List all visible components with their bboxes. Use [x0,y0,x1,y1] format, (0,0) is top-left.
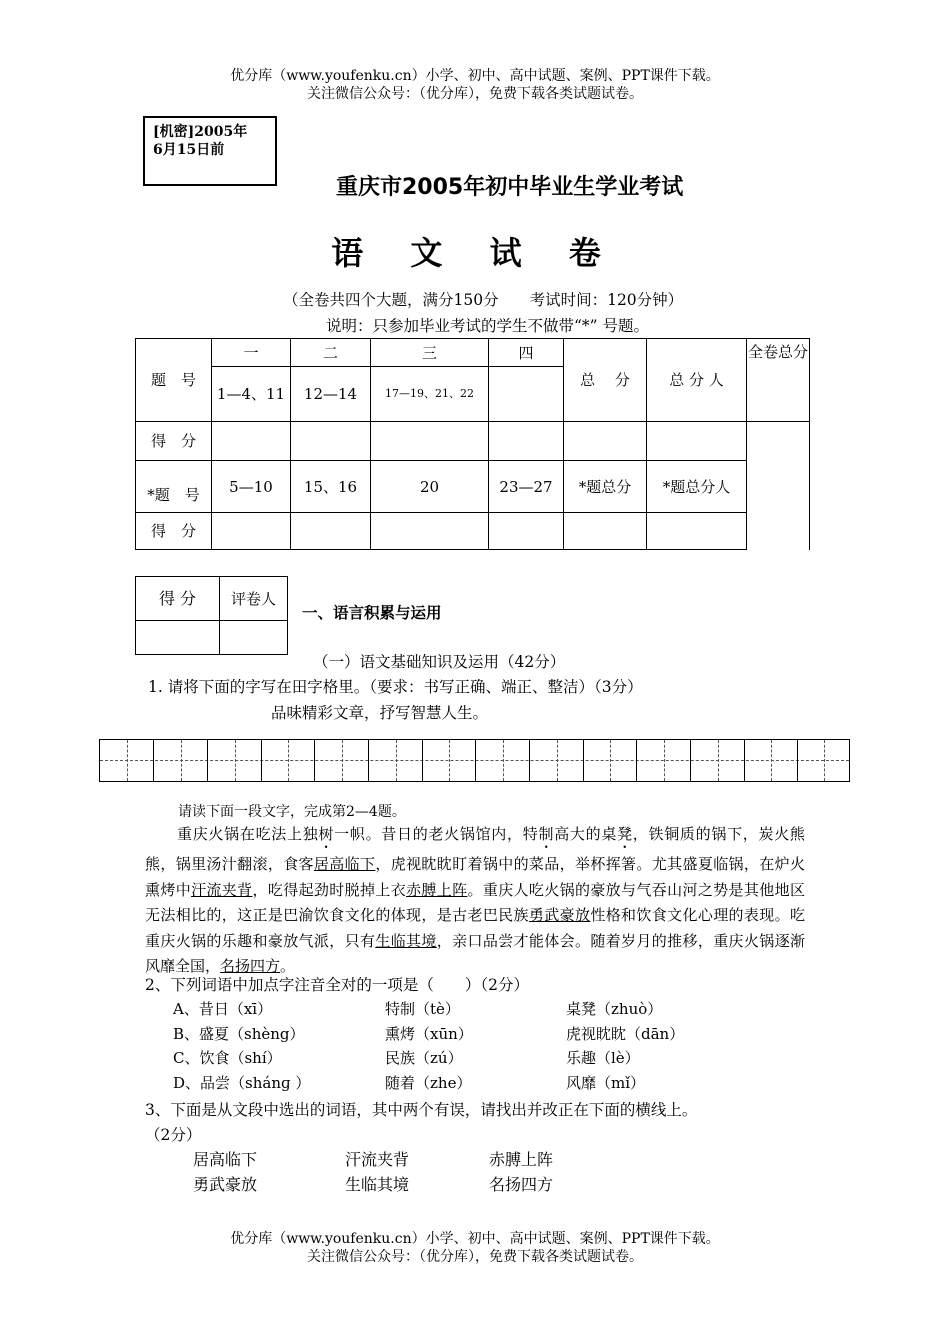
option-d-1: D、品尝（shánɡ ） [173,1074,311,1092]
score-table [135,338,810,550]
underlined-word: 勇武豪放 [528,906,591,924]
star-tihao-label: *题 号 [136,461,212,513]
question-2: 2、下列词语中加点字注音全对的一项是（ ）（2分） [145,976,529,994]
paper-title: 语 文 试 卷 [331,234,619,272]
writing-grid[interactable] [99,739,850,782]
score-cell[interactable] [212,422,291,461]
section-2-header: 二 [291,339,371,367]
score-cell[interactable] [371,422,489,461]
full-total-label: 全卷总分 [747,339,810,422]
score-cell[interactable] [291,513,371,550]
option-b-2: 熏烤（xūn） [385,1025,473,1043]
header-line-2: 关注微信公众号：（优分库），免费下载各类试题试卷。 [307,86,643,102]
exam-note: 说明：只参加毕业考试的学生不做带“*” 号题。 [326,317,650,335]
question-3: 3、下面是从文段中选出的词语，其中两个有误，请找出并改正在下面的横线上。 [145,1101,698,1119]
grade-grader-cell[interactable] [220,621,288,655]
section-1-header: 一 [212,339,291,367]
q3-word: 名扬四方 [489,1175,554,1194]
score-cell[interactable] [647,513,747,550]
option-a-2: 特制（tè） [385,1000,460,1018]
q3-word: 居高临下 [193,1150,258,1169]
question-3-score: （2分） [145,1126,202,1144]
grade-grader-label: 评卷人 [220,577,288,621]
underlined-word: 居高临下 [313,855,376,873]
option-d-3: 风靡（mǐ） [566,1074,646,1092]
question-1-text: 品味精彩文章，抒写智慧人生。 [271,704,489,722]
section-1-title: 一、语言积累与运用 [302,604,442,622]
underlined-word: 生临其境 [375,931,437,950]
star-range-1: 5—10 [212,461,291,513]
full-total-cell[interactable] [747,422,810,550]
reading-passage: 重庆火锅在吃法上独树一帜。昔日的老火锅馆内，特制高大的桌凳，铁铜质的锅下，炭火熊熊，锅里汤汁翻滚，食客居高临下，虎视眈眈盯着锅中的菜品，举杯挥箸。尤其盛夏临锅，在炉火熏烤中汗流夹背，吃得起劲时脱掉上衣赤膊上阵。重庆人吃火锅的豪放与气吞山河之势是其他地区无法相比的，这正是巴渝饮食文化的体现，是古老巴民族勇武豪放性格和饮食文化心理的表现。吃重庆火锅的乐趣和豪放气派，只有生临其境，亲口品尝才能体会。随着岁月的推移，重庆火锅逐渐风靡全国，名扬四方。 [145,825,805,975]
read-intro: 请读下面一段文字，完成第2—4题。 [178,804,406,820]
score-cell[interactable] [564,422,647,461]
section-3-header: 三 [371,339,489,367]
score-cell[interactable] [291,422,371,461]
underlined-word: 汗流夹背 [191,880,253,899]
option-b-1: B、盛夏（shèng） [173,1025,305,1043]
header-line-1: 优分库（www.youfenku.cn）小学、初中、高中试题、案例、PPT课件下载。 [230,68,720,84]
underlined-word: 赤膊上阵 [406,880,468,899]
star-range-4: 23—27 [489,461,564,513]
star-range-3: 20 [371,461,489,513]
option-c-3: 乐趣（lè） [566,1049,640,1067]
footer-line-2: 关注微信公众号：（优分库），免费下载各类试题试卷。 [307,1249,643,1265]
footer-line-1: 优分库（www.youfenku.cn）小学、初中、高中试题、案例、PPT课件下载。 [230,1231,720,1247]
secret-line-2: 6月15日前 [153,142,225,158]
secret-box [143,116,277,186]
exam-info: （全卷共四个大题，满分150分 考试时间：120分钟） [283,291,684,309]
star-total-label: *题总分 [564,461,647,513]
tihao-label: 题 号 [136,339,212,422]
q3-word: 生临其境 [345,1175,410,1194]
grade-box [135,576,288,655]
star-range-2: 15、16 [291,461,371,513]
option-c-2: 民族（zú） [385,1049,463,1067]
total-label: 总 分 [564,339,647,422]
option-c-1: C、饮食（shí） [173,1049,282,1067]
option-a-3: 桌凳（zhuò） [566,1000,663,1018]
score-cell[interactable] [564,513,647,550]
option-a-1: A、昔日（xī） [173,1000,273,1018]
range-2: 12—14 [291,367,371,422]
exam-title: 重庆市2005年初中毕业生学业考试 [336,175,684,200]
section-4-header: 四 [489,339,564,367]
secret-line-1: [机密]2005年 [153,124,248,140]
grade-score-label: 得 分 [136,577,220,621]
q3-word: 赤膊上阵 [489,1150,554,1169]
scorer-label: 总 分 人 [647,339,747,422]
score-cell[interactable] [371,513,489,550]
grade-score-cell[interactable] [136,621,220,655]
range-3: 17—19、21、22 [371,367,489,422]
q3-word: 勇武豪放 [193,1175,258,1194]
option-b-3: 虎视眈眈（dān） [566,1025,685,1043]
star-scorer-label: *题总分人 [647,461,747,513]
score-cell[interactable] [489,422,564,461]
defen2-label: 得 分 [136,513,212,550]
score-cell[interactable] [647,422,747,461]
range-1: 1—4、11 [212,367,291,422]
score-cell[interactable] [489,513,564,550]
subsection-1-title: （一）语文基础知识及运用（42分） [313,653,566,671]
option-d-2: 随着（zhe） [385,1074,472,1092]
underlined-word: 名扬四方 [220,957,281,975]
range-4 [489,367,564,422]
question-1: 1. 请将下面的字写在田字格里。（要求：书写正确、端正、整洁）（3分） [148,678,643,696]
q3-word: 汗流夹背 [345,1150,410,1169]
defen-label: 得 分 [136,422,212,461]
score-cell[interactable] [212,513,291,550]
